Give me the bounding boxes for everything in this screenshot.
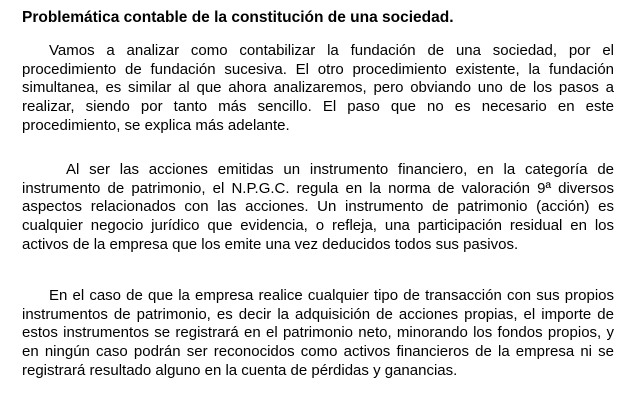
paragraph-acciones-propias: En el caso de que la empresa realice cualquier tipo de transacción con sus propios instrumentos de patrimonio, es decir la adquisición de acciones propias, el importe de estos instrumentos se registrará en el patrimonio neto, minorando los fondos propios, y en ningún caso podrán ser reconocidos como activos financieros de la empresa ni se registrará resultado alguno en la cuenta de pérdidas y ganancias. — [22, 287, 614, 379]
paragraph-instrumento-patrimonio: Al ser las acciones emitidas un instrumento financiero, en la categoría de instrumento de patrimonio, el N.P.G.C. regula en la norma de valoración 9ª diversos aspectos relacionados con las acciones. Un instrumento de patrimonio (acción) es cualquier negocio jurídico que evidencia, o refleja, una participación residual en los activos de la empresa que los emite una vez deducidos todos sus pasivos. — [22, 161, 614, 253]
document-title: Problemática contable de la constitución de una sociedad. — [22, 9, 454, 26]
paragraph-fundacion: Vamos a analizar como contabilizar la fundación de una sociedad, por el procedimiento de fundación sucesiva. El otro procedimiento existente, la fundación simultanea, es similar al que ahora analizaremos, pero obviando uno de los pasos a realizar, siendo por tanto más sencillo. El paso que no es necesario en este procedimiento, se explica más adelante. — [22, 42, 614, 134]
